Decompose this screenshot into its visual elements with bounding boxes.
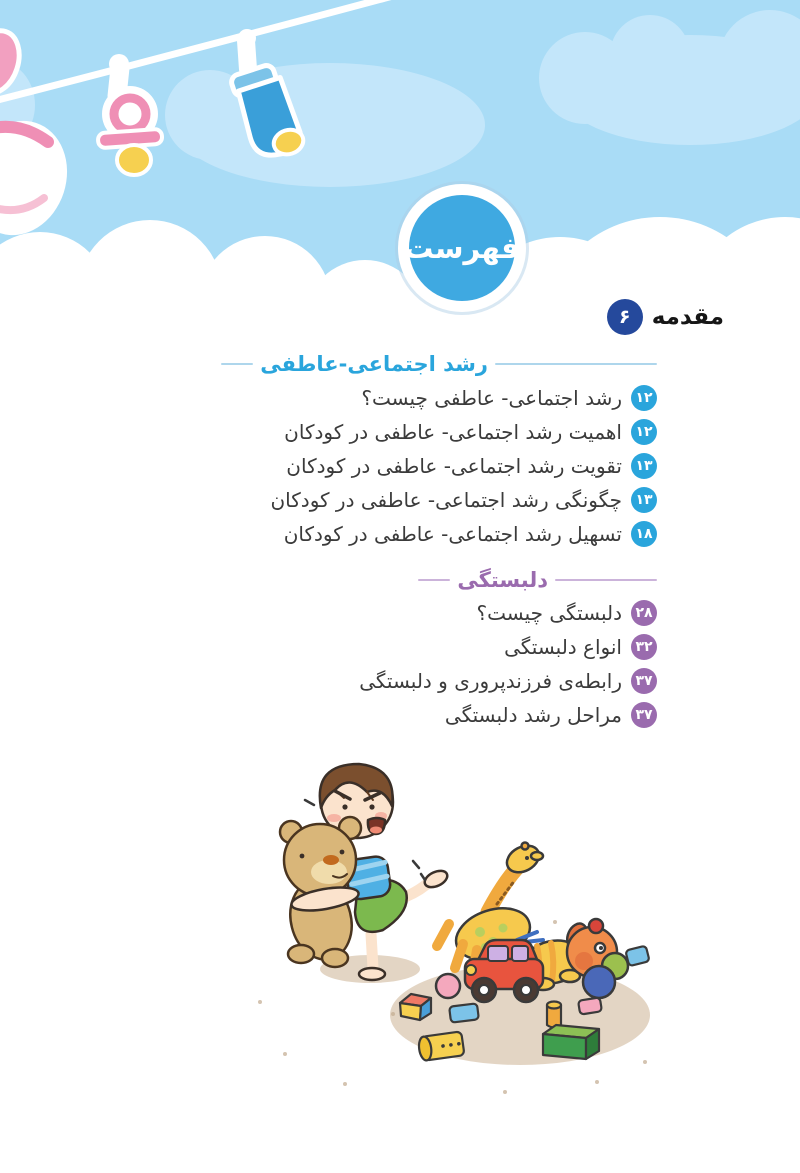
- toc-entry: [270, 415, 657, 449]
- toc-entry-label: رابطه‌ی فرزندپروری و دلبستگی: [359, 669, 622, 693]
- toc-entry: [359, 596, 657, 630]
- sky-header: [0, 0, 800, 340]
- heading-rule: [555, 579, 657, 581]
- toc-entry-label: اهمیت رشد اجتماعی- عاطفی در کودکان: [284, 420, 622, 444]
- toc-entry-label: تسهیل رشد اجتماعی- عاطفی در کودکان: [283, 522, 622, 546]
- page-number-badge: ۳۲: [631, 634, 657, 660]
- contents-label: فهرست: [409, 195, 515, 301]
- toc-entry: [270, 483, 657, 517]
- page-number-badge: ۳۷: [631, 668, 657, 694]
- toc-entry: [270, 517, 657, 551]
- section-heading-social-emotional: [221, 352, 657, 376]
- toc-entry-label: مراحل رشد دلبستگی: [444, 703, 622, 727]
- toc-entry-label: تقویت رشد اجتماعی- عاطفی در کودکان: [286, 454, 622, 478]
- toc-entry-label: چگونگی رشد اجتماعی- عاطفی در کودکان: [270, 488, 622, 512]
- contents-circle: [398, 184, 526, 312]
- toc-list-attachment: [359, 596, 657, 732]
- toc-entry: [270, 381, 657, 415]
- page-number-badge: ۱۳: [631, 453, 657, 479]
- heading-rule-stub: [418, 579, 450, 581]
- page-number-badge: ۱۲: [631, 385, 657, 411]
- intro-page-badge: ۶: [607, 299, 643, 335]
- page-number-badge: ۳۷: [631, 702, 657, 728]
- page-number-badge: ۱۲: [631, 419, 657, 445]
- teddy-bear: [280, 817, 361, 967]
- toc-entry-label: دلبستگی چیست؟: [476, 601, 622, 625]
- heading-rule: [495, 363, 657, 365]
- intro-title: مقدمه: [651, 304, 724, 330]
- toc-entry-label: انواع دلبستگی: [504, 635, 622, 659]
- toc-entry: [270, 449, 657, 483]
- section-title: دلبستگی: [457, 568, 548, 592]
- section-heading-attachment: [418, 568, 657, 592]
- toc-list-social-emotional: [270, 381, 657, 551]
- page-number-badge: ۱۳: [631, 487, 657, 513]
- section-title: رشد اجتماعی-عاطفی: [260, 352, 488, 376]
- intro-row: [607, 299, 724, 335]
- heading-rule-stub: [221, 363, 253, 365]
- toc-entry: [359, 630, 657, 664]
- page-number-badge: ۱۸: [631, 521, 657, 547]
- toc-entry: [359, 664, 657, 698]
- toc-entry: [359, 698, 657, 732]
- boy-with-toys-illustration: [225, 762, 670, 1112]
- page-number-badge: ۲۸: [631, 600, 657, 626]
- toc-entry-label: رشد اجتماعی- عاطفی چیست؟: [361, 386, 622, 410]
